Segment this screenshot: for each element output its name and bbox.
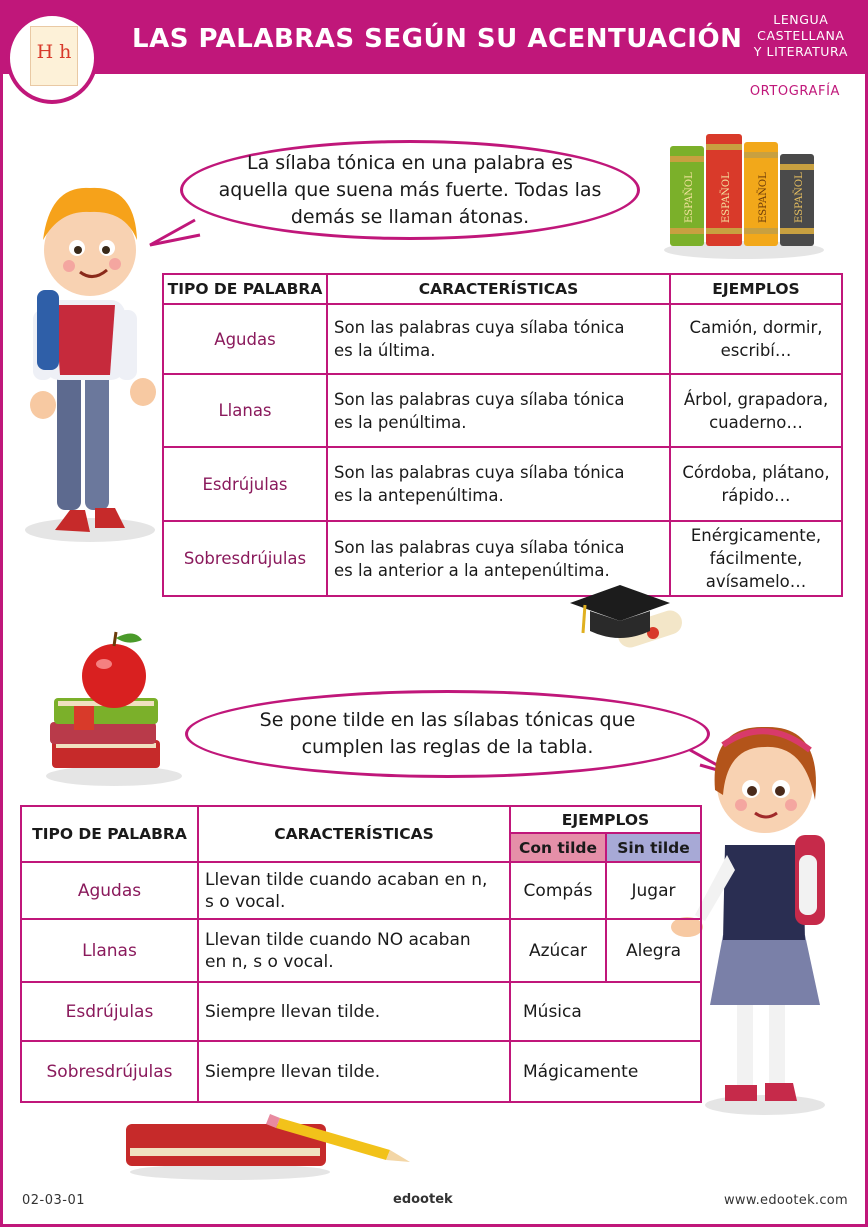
book-pencil-illustration xyxy=(120,1112,415,1182)
row-type: Esdrújulas xyxy=(21,982,198,1041)
subject-line-2: CASTELLANA xyxy=(757,28,845,43)
bubble1-line1: La sílaba tónica en una palabra es xyxy=(247,151,573,174)
spine-label-2: ESPAÑOL xyxy=(721,172,732,223)
desc-line: Son las palabras cuya sílaba tónica xyxy=(334,463,625,482)
row-type: Sobresdrújulas xyxy=(21,1041,198,1102)
apple-books-illustration xyxy=(44,628,184,788)
desc-line: es la última. xyxy=(334,341,436,360)
header-tipo: TIPO DE PALABRA xyxy=(163,274,327,304)
desc-line: Son las palabras cuya sílaba tónica xyxy=(334,537,625,557)
subheader-sin-tilde: Sin tilde xyxy=(606,833,701,862)
books-illustration xyxy=(662,128,827,260)
example-line: Árbol, grapadora, xyxy=(683,389,829,409)
header-tipo: TIPO DE PALABRA xyxy=(21,806,198,862)
row-examples xyxy=(670,304,842,374)
row-examples xyxy=(670,447,842,521)
header-ejemplos: EJEMPLOS xyxy=(670,274,842,304)
row-type: Agudas xyxy=(163,304,327,374)
row-type: Llanas xyxy=(21,919,198,982)
document-code: 02-03-01 xyxy=(22,1193,86,1208)
spine-label-3: ESPAÑOL xyxy=(758,172,769,223)
row-description xyxy=(198,919,510,982)
table-row xyxy=(163,304,842,374)
subject-label xyxy=(754,12,848,60)
desc-line: es la anterior a la antepenúltima. xyxy=(334,560,610,580)
example-line: Enérgicamente, xyxy=(690,526,822,545)
row-description xyxy=(327,447,670,521)
desc-line: Son las palabras cuya sílaba tónica xyxy=(334,318,625,337)
desc-line: en n, s o vocal. xyxy=(205,951,334,972)
row-type: Llanas xyxy=(163,374,327,447)
example-line: Camión, dormir, xyxy=(689,318,823,337)
desc-line: Llevan tilde cuando NO acaban xyxy=(205,929,471,950)
subject-line-1: LENGUA xyxy=(773,12,829,27)
accent-rules-table xyxy=(20,805,702,1103)
example-line: escribí… xyxy=(720,341,792,360)
notebook-icon xyxy=(30,26,78,86)
table-row xyxy=(21,982,701,1041)
example-con-tilde: Música xyxy=(510,982,701,1041)
logo-letters: H h xyxy=(36,41,72,63)
logo-badge xyxy=(6,12,98,104)
example-line: rápido… xyxy=(721,486,791,505)
bubble2-line2: cumplen las reglas de la tabla. xyxy=(301,736,594,758)
category-label: ORTOGRAFÍA xyxy=(749,84,840,99)
table-row xyxy=(21,1041,701,1102)
desc-line: es la penúltima. xyxy=(334,412,467,432)
table-row xyxy=(21,919,701,982)
example-line: avísamelo… xyxy=(705,572,807,591)
brand-logo: edootek xyxy=(393,1192,453,1207)
boy-illustration xyxy=(15,170,165,550)
example-con-tilde: Azúcar xyxy=(510,919,606,982)
header-caracteristicas: CARACTERÍSTICAS xyxy=(327,274,670,304)
website-link[interactable]: www.edootek.com xyxy=(723,1193,848,1208)
spine-label-4: ESPAÑOL xyxy=(794,172,805,223)
header-bar xyxy=(0,0,868,74)
subject-line-3: Y LITERATURA xyxy=(753,44,848,59)
table-row xyxy=(163,447,842,521)
spine-label-1: ESPAÑOL xyxy=(684,172,695,223)
desc-line: es la antepenúltima. xyxy=(334,486,504,505)
table-row xyxy=(163,521,842,596)
example-sin-tilde: Jugar xyxy=(606,862,701,919)
desc-line: s o vocal. xyxy=(205,891,286,912)
example-con-tilde: Mágicamente xyxy=(510,1041,701,1102)
desc-line: Llevan tilde cuando acaban en n, xyxy=(205,869,488,890)
speech-bubble-1 xyxy=(180,140,640,240)
row-description: Siempre llevan tilde. xyxy=(198,982,510,1041)
accent-types-table xyxy=(162,273,843,597)
subheader-con-tilde: Con tilde xyxy=(510,833,606,862)
row-description xyxy=(198,862,510,919)
row-description xyxy=(327,374,670,447)
example-line: cuaderno… xyxy=(709,412,803,432)
table-row xyxy=(21,862,701,919)
row-type: Esdrújulas xyxy=(163,447,327,521)
bubble2-line1: Se pone tilde en las sílabas tónicas que xyxy=(259,709,636,731)
row-description: Siempre llevan tilde. xyxy=(198,1041,510,1102)
bubble1-line2: aquella que suena más fuerte. Todas las xyxy=(218,178,602,201)
table-row xyxy=(163,374,842,447)
example-sin-tilde: Alegra xyxy=(606,919,701,982)
example-con-tilde: Compás xyxy=(510,862,606,919)
row-type: Agudas xyxy=(21,862,198,919)
row-type: Sobresdrújulas xyxy=(163,521,327,596)
desc-line: Son las palabras cuya sílaba tónica xyxy=(334,389,625,409)
example-line: fácilmente, xyxy=(709,549,803,568)
example-line: Córdoba, plátano, xyxy=(682,463,830,482)
bubble1-line3: demás se llaman átonas. xyxy=(290,205,530,228)
table-header-row xyxy=(21,806,701,833)
header-caracteristicas: CARACTERÍSTICAS xyxy=(198,806,510,862)
row-examples xyxy=(670,521,842,596)
header-ejemplos: EJEMPLOS xyxy=(510,806,701,833)
speech-bubble-2 xyxy=(185,690,710,778)
graduation-cap-icon xyxy=(565,575,695,657)
table-header-row xyxy=(163,274,842,304)
row-examples xyxy=(670,374,842,447)
row-description xyxy=(327,304,670,374)
page-title: LAS PALABRAS SEGÚN SU ACENTUACIÓN xyxy=(132,24,743,54)
